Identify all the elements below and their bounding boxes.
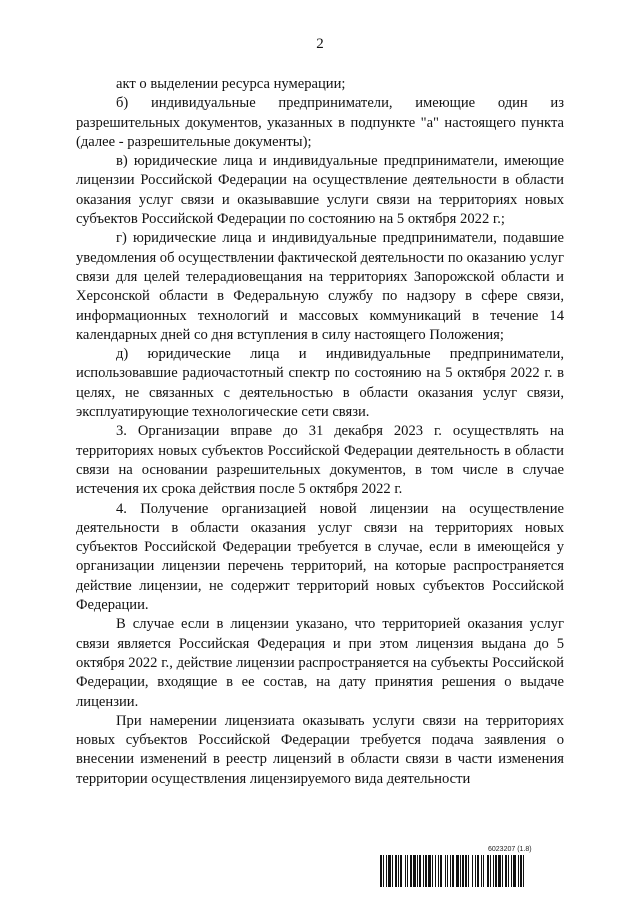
paragraph-license-territory: В случае если в лицензии указано, что территорией оказания услуг связи является Российская Федерация и при этом лицензия выдана до 5 октября 2022 г., действие лицензии распространяется на субъекты Российской Федерации, входящие в ее состав, на дату принятия решения о выдаче лицензии. <box>76 616 564 710</box>
paragraph-item-b: б) индивидуальные предприниматели, имеющие один из разрешительных документов, указанных в подпункте "а" настоящего пункта (далее - разрешительные документы); <box>76 95 564 150</box>
paragraph-point-4: 4. Получение организацией новой лицензии на осуществление деятельности в области оказания услуг связи на территориях новых субъектов Российской Федерации требуется в случае, если в имеющейся у организации лицензии перечень территорий, на которые распространяется действие лицензии, не содержит территорий новых субъектов Российской Федерации. <box>76 500 564 614</box>
paragraph-point-3: 3. Организации вправе до 31 декабря 2023 г. осуществлять на территориях новых субъектов Российской Федерации деятельность в области связи на основании разрешительных документов, в том числе в случае истечения их срока действия после 5 октября 2022 г. <box>76 423 564 498</box>
paragraph-numbering-resource-act: акт о выделении ресурса нумерации; <box>116 76 346 92</box>
page-number: 2 <box>316 36 324 52</box>
paragraph-item-g: г) юридические лица и индивидуальные предприниматели, подавшие уведомления об осуществлении фактической деятельности по оказанию услуг связи для целей телерадиовещания на территориях Запорожской области и Херсонской области в Федеральную службу по надзору в сфере связи, информационных технологий и массовых коммуникаций в течение 14 календарных дней со дня вступления в силу настоящего Положения; <box>76 230 565 343</box>
paragraph-item-d: д) юридические лица и индивидуальные предприниматели, использовавшие радиочастотный спектр по состоянию на 5 октября 2022 г. в целях, не связанных с деятельностью в области оказания услуг связи, эксплуатирующие технологические сети связи. <box>76 346 564 421</box>
paragraph-item-v: в) юридические лица и индивидуальные предприниматели, имеющие лицензии Российской Федерации на осуществление деятельности в области оказания услуг связи и оказывавшие услуги связи на территориях новых субъектов Российской Федерации по состоянию на 5 октября 2022 г.; <box>76 153 564 228</box>
paragraph-licensee-intent: При намерении лицензиата оказывать услуги связи на территориях новых субъектов Российской Федерации требуется подача заявления о внесении изменений в реестр лицензий в области связи в части изменения территории осуществления лицензируемого вида деятельности <box>76 712 564 787</box>
document-body <box>76 75 564 789</box>
barcode-icon <box>380 855 578 887</box>
document-code: 6023207 (1.8) <box>488 846 532 853</box>
document-barcode <box>380 846 578 888</box>
